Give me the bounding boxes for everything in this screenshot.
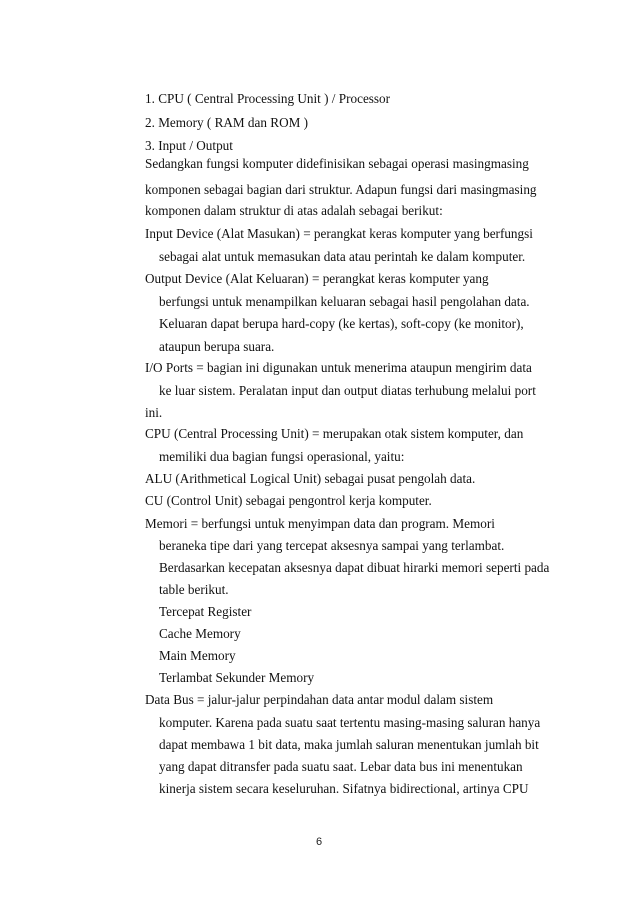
text-line: table berikut.	[159, 582, 229, 597]
text-line: Sedangkan fungsi komputer didefinisikan sebagai operasi masingmasing	[145, 156, 529, 171]
text-line: Terlambat Sekunder Memory	[159, 670, 315, 685]
text-line: berfungsi untuk menampilkan keluaran sebagai hasil pengolahan data.	[159, 294, 530, 309]
text-line: CU (Control Unit) sebagai pengontrol kerja komputer.	[145, 493, 432, 508]
text-line: 3. Input / Output	[145, 138, 233, 153]
text-line: Output Device (Alat Keluaran) = perangkat keras komputer yang	[145, 271, 489, 286]
text-line: ke luar sistem. Peralatan input dan output diatas terhubung melalui port	[159, 383, 536, 398]
text-line: ini.	[145, 405, 163, 420]
text-line: dapat membawa 1 bit data, maka jumlah saluran menentukan jumlah bit	[159, 737, 539, 752]
text-line: Main Memory	[159, 648, 236, 663]
text-line: kinerja sistem secara keseluruhan. Sifatnya bidirectional, artinya CPU	[159, 781, 529, 796]
text-line: Memori = berfungsi untuk menyimpan data dan program. Memori	[145, 516, 495, 531]
text-line: komputer. Karena pada suatu saat tertentu masing-masing saluran hanya	[159, 715, 541, 730]
text-line: 1. CPU ( Central Processing Unit ) / Processor	[145, 91, 391, 106]
text-line: I/O Ports = bagian ini digunakan untuk menerima ataupun mengirim data	[145, 360, 532, 375]
text-line: yang dapat ditransfer pada suatu saat. Lebar data bus ini menentukan	[159, 759, 523, 774]
text-line: ALU (Arithmetical Logical Unit) sebagai pusat pengolah data.	[145, 471, 476, 486]
text-line: Cache Memory	[159, 626, 241, 641]
text-line: Input Device (Alat Masukan) = perangkat keras komputer yang berfungsi	[145, 226, 533, 241]
page-number: 6	[315, 836, 323, 848]
text-line: beraneka tipe dari yang tercepat aksesnya sampai yang terlambat.	[159, 538, 505, 553]
text-line: CPU (Central Processing Unit) = merupakan otak sistem komputer, dan	[145, 426, 524, 441]
text-line: Keluaran dapat berupa hard-copy (ke kertas), soft-copy (ke monitor),	[159, 316, 524, 331]
text-line: sebagai alat untuk memasukan data atau perintah ke dalam komputer.	[159, 249, 526, 264]
text-line: Tercepat Register	[159, 604, 252, 619]
text-line: 2. Memory ( RAM dan ROM )	[145, 115, 309, 130]
text-line: komponen sebagai bagian dari struktur. Adapun fungsi dari masingmasing	[145, 182, 537, 197]
text-line: ataupun berupa suara.	[159, 339, 275, 354]
text-line: Data Bus = jalur-jalur perpindahan data antar modul dalam sistem	[145, 692, 494, 707]
text-line: Berdasarkan kecepatan aksesnya dapat dibuat hirarki memori seperti pada	[159, 560, 550, 575]
text-line: komponen dalam struktur di atas adalah sebagai berikut:	[145, 203, 443, 218]
text-line: memiliki dua bagian fungsi operasional, yaitu:	[159, 449, 405, 464]
